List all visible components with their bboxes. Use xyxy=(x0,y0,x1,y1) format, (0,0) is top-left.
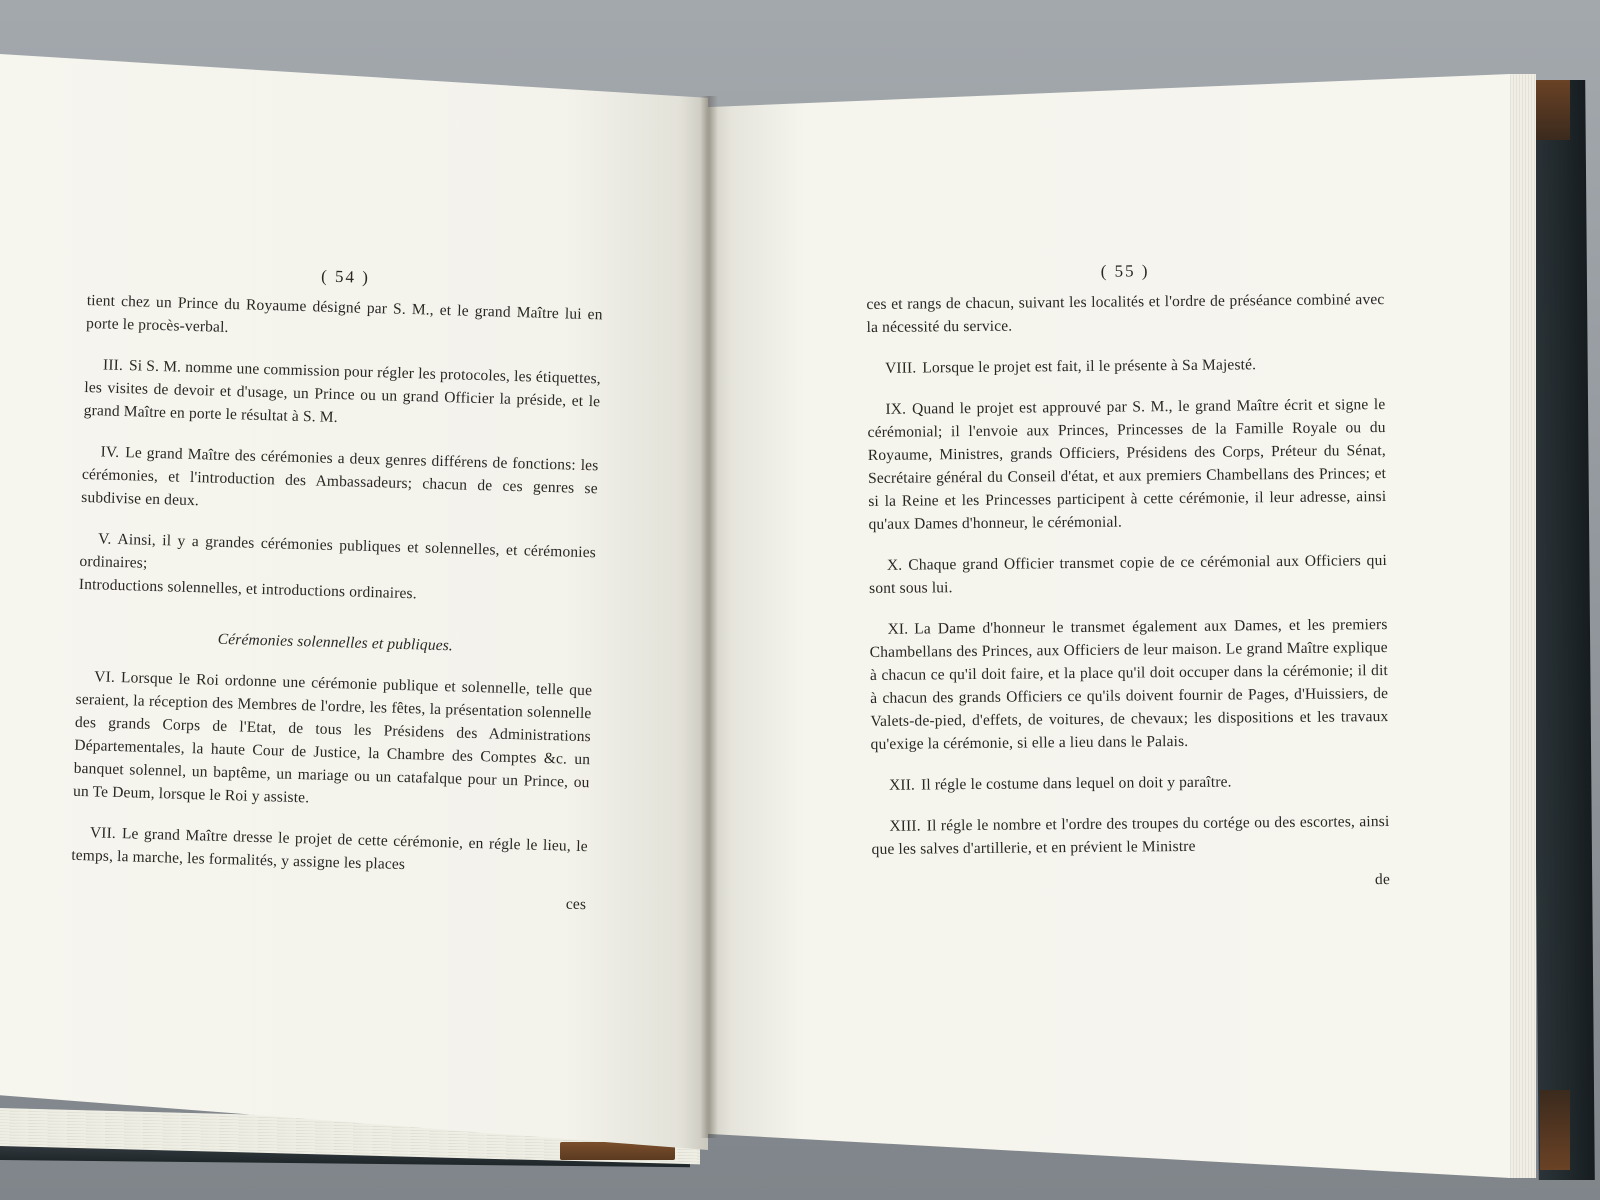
paragraph xyxy=(86,289,603,349)
article-number: III. xyxy=(102,356,124,375)
paragraph-text: Lorsque le projet est fait, il le présente à Sa Majesté. xyxy=(922,356,1257,377)
catchword: de xyxy=(1374,870,1391,889)
article-number: VIII. xyxy=(884,359,917,377)
right-page-text xyxy=(866,257,1390,896)
paragraph-text: Il régle le costume dans lequel on doit y paraître. xyxy=(920,773,1232,794)
catchword: ces xyxy=(565,895,587,914)
book-gutter xyxy=(700,96,718,1138)
article-paragraph xyxy=(867,352,1385,380)
article-paragraph xyxy=(81,440,599,523)
paragraph xyxy=(866,288,1384,339)
article-number: IX. xyxy=(885,400,907,418)
paragraph-text: Lorsque le Roi ordonne une cérémonie publique et solennelle, telle que seraient, la réception des Membres de l'ordre, les fêtes, la présentation solennelle des grands Corps de l'Etat, de tous les Présidens des Administrations Départementales, la haute Cour de Justice, la Chambre des Comptes &c. un banquet solennel, un baptême, un mariage ou un catafalque pour un Prince, ou un Te Deum, lorsque le Roi y assiste. xyxy=(72,669,593,807)
article-paragraph xyxy=(867,393,1386,536)
paragraph-text: Si S. M. nomme une commission pour régler les protocoles, les étiquettes, les visites de devoir et d'usage, un Prince ou un grand Officier la préside, et le grand Maître en porte le résultat à S. M. xyxy=(83,357,602,427)
paragraph-text: ces et rangs de chacun, suivant les localités et l'ordre de préséance combiné avec la nécessité du service. xyxy=(866,291,1385,336)
article-paragraph xyxy=(73,665,593,817)
paragraph-text: La Dame d'honneur le transmet également aux Dames, et les premiers Chambellans des Princes, aux Officiers de leur maison. Le grand Maître explique à chacun ce qu'il doit faire, et la place qu'il doit occuper dans la cérémonie; il dit à chacun des grands Officiers ce qu'ils doivent fournir de Pages, d'Huissiers, de Valets-de-pied, d'effets, de voitures, de chevaux; les dispositions et les travaux qu'exige la cérémonie, si elle a lieu dans le Palais. xyxy=(869,616,1389,753)
paragraph-text: Chaque grand Officier transmet copie de ce cérémonial aux Officiers qui sont sous lui. xyxy=(869,552,1387,597)
paragraph-text: Quand le projet est approuvé par S. M., le grand Maître écrit et signe le cérémonial; il l'envoie aux Princes, Princesses de la Famille Royale ou du Royaume, Ministres, grands Officiers, Présidens des Corps, Préteur du Sénat, Secrétaire général du Conseil d'état, et aux premiers Chambellans des Princes; et si la Reine et les Princesses participent à cette cérémonie, il leur adresse, ainsi qu'aux Dames d'honneur, le cérémonial. xyxy=(867,396,1387,533)
cover-leather-corner-top xyxy=(1534,80,1570,140)
paragraph-text: Il régle le nombre et l'ordre des troupes du cortége ou des escortes, ainsi que les salves d'artillerie, et en prévient le Ministre xyxy=(871,813,1390,858)
article-paragraph xyxy=(79,527,597,610)
section-heading: Cérémonies solennelles et publiques. xyxy=(217,630,454,655)
article-paragraph xyxy=(869,549,1387,600)
article-paragraph xyxy=(869,613,1388,756)
book-cover-right xyxy=(1529,80,1595,1180)
left-page-text xyxy=(70,258,604,916)
paragraph-text: Le grand Maître dresse le projet de cette cérémonie, en régle le lieu, le temps, la marche, les formalités, y assigne les places xyxy=(71,825,588,874)
paragraph-text: Le grand Maître des cérémonies a deux genres différens de fonctions: les cérémonies, et l'introduction des Ambassadeurs; chacun de ces genres se subdivise en deux. xyxy=(81,444,599,510)
cover-leather-corner-bottom xyxy=(1540,1090,1570,1170)
article-number: VII. xyxy=(89,824,117,843)
paragraph-text: tient chez un Prince du Royaume désigné par S. M., et le grand Maître lui en porte le procès-verbal. xyxy=(85,291,603,336)
paragraph-text: Ainsi, il y a grandes cérémonies publiques et solennelles, et cérémonies ordinaires; xyxy=(79,530,597,572)
article-number: V. xyxy=(97,530,112,548)
page-stack-right xyxy=(1508,74,1536,1178)
article-number: XIII. xyxy=(889,817,921,835)
page-number: ( 55 ) xyxy=(1100,261,1150,281)
page-number: ( 54 ) xyxy=(320,266,371,287)
article-paragraph xyxy=(871,810,1389,861)
article-number: X. xyxy=(886,556,903,574)
article-number: XI. xyxy=(887,620,909,638)
article-paragraph xyxy=(871,769,1389,797)
article-number: IV. xyxy=(100,443,120,461)
article-paragraph xyxy=(71,821,588,881)
paragraph-subline: Introductions solennelles, et introductions ordinaires. xyxy=(78,575,417,603)
article-paragraph xyxy=(83,353,601,436)
article-number: XII. xyxy=(888,776,916,794)
article-number: VI. xyxy=(94,668,116,686)
